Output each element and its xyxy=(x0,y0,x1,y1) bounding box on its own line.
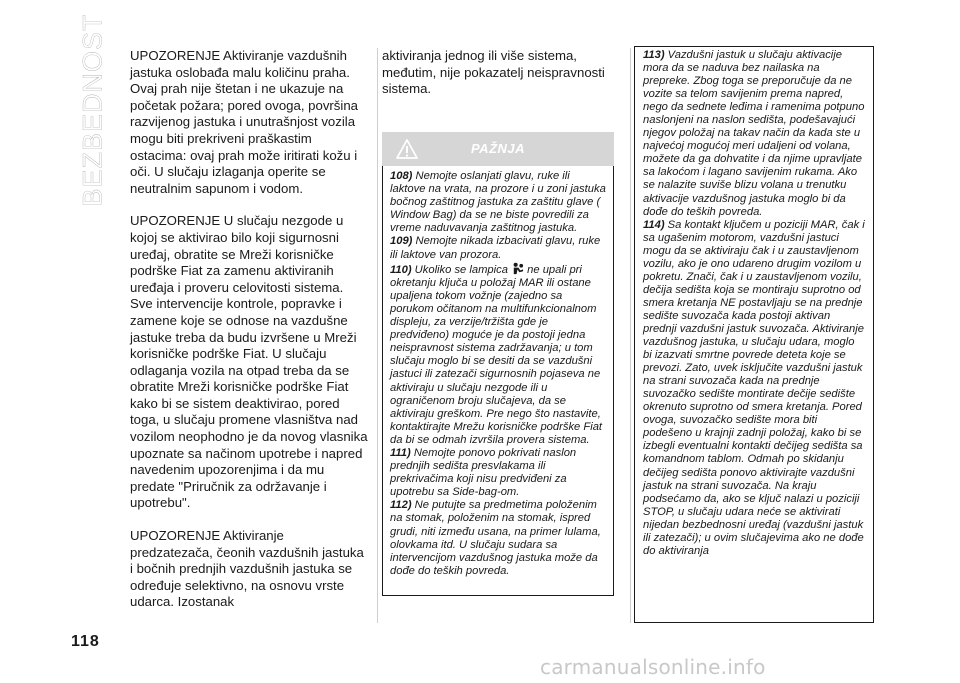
paragraph: UPOZORENJE Aktiviranje predzatezača, čeonih vazdušnih jastuka i bočnih prednjih vazdušnih jastuka se određuje selektivno, na osnovu vrste udarca. Izostanak xyxy=(130,528,364,610)
note-text: Vazdušni jastuk u slučaju aktivacije mora da se naduva bez nailaska na prepreke. Zbog toga se preporučuje da ne vozite sa telom savijenim prema napred, nego da sednete leđima i ramenima potpuno naslonjeni na naslon sedišta, podešavajući njegov položaj na takav način da kada ste u najvećoj mogućoj meri udaljeni od volana, možete da ga dohvatite i da njime upravljate sa lakoćom i lagano savijenim rukama. Ako se nalazite suviše blizu volana u trenutku aktivacije vazdušnog jastuka moglo bi da dođe do teških povreda. xyxy=(643,49,865,218)
warning-item xyxy=(643,219,865,558)
warning-item xyxy=(390,170,606,235)
paragraph: UPOZORENJE Aktiviranje vazdušnih jastuka oslobađa malu količinu praha. Ovaj prah nije štetan i ne ukazuje na početak požara; pored ovoga, površina razvijenog jastuka i unutrašnjost vozila mogu biti prekriveni praškastim ostacima: ovaj prah može iritirati kožu i oči. U slučaju izlaganja operite se neutralnim sapunom i vodom. xyxy=(130,48,358,196)
paragraph: UPOZORENJE U slučaju nezgode u kojoj se aktivirao bilo koji sigurnosni uređaj, obratite se Mreži korisničke podrške Fiat za zamenu aktiviranih uređaja i proveru celovitosti sistema. Sve intervencije kontrole, popravke i zamene koje se odnose na vazdušne jastuke treba da budu izvršene u Mreži korisničke podrške Fiat. U slučaju odlaganja vozila na otpad treba da se obratite Mreži korisničke podrške Fiat kako bi se sistem deaktivirao, pored toga, u slučaju promene vlasništva nad vozilom neophodno je da novog vlasnika upoznate sa načinom upotrebe i napred navedenim upozorenjima i da mu predate "Priručnik za održavanje i upotrebu". xyxy=(130,213,368,511)
paragraph: aktiviranja jednog ili više sistema, međutim, nije pokazatelj neispravnosti sistema. xyxy=(382,48,605,97)
warning-box xyxy=(382,132,614,602)
column-divider xyxy=(630,48,631,623)
note-number: 108) xyxy=(390,170,413,182)
warning-item xyxy=(390,447,606,499)
note-text: Nemojte oslanjati glavu, ruke ili laktove na vrata, na prozore i u zoni jastuka bočnog zaštitnog jastuka za zaštitu glave ( Window Bag) da se ne biste povredili za vreme naduvavanja zaštitnog jastuka. xyxy=(390,170,606,235)
note-text: Ukoliko se lampica xyxy=(411,263,512,276)
section-title: BEZBEDNOST xyxy=(77,13,108,207)
airbag-warning-light-icon xyxy=(511,262,524,275)
warning-item xyxy=(643,49,865,219)
warning-item xyxy=(390,499,606,578)
section-title-vertical xyxy=(70,13,110,210)
page-number: 118 xyxy=(71,633,100,650)
note-number: 111) xyxy=(390,446,411,459)
note-text: Nemojte nikada izbacivati glavu, ruke ili laktove van prozora. xyxy=(390,235,601,261)
note-number: 110) xyxy=(390,263,412,276)
column-2 xyxy=(382,48,614,98)
note-text: Sa kontakt ključem u poziciji MAR, čak i sa ugašenim motorom, vazdušni jastuci mogu da se aktiviraju čak i u zaustavljenom vozilu, ako je ono udareno drugim vozilom u pokretu. Znači, čak i u zaustavljenom vozilu, dečija sedišta koja se montiraju suprotno od smera kretanja NE postavljaju se na prednje sedište suvozača kada postoji aktivan prednji vazdušni jastuk suvozača. Aktiviranje vazdušnog jastuka, u slučaju udara, moglo bi izazvati smrtne povrede deteta koje se prevozi. Zato, uvek isključite vazdušni jastuk na strani suvozača kada na prednje suvozačko sedište montirate dečije sedište okrenuto suprotno od smera kretanja. Pored ovoga, suvozačko sedište mora biti podešeno u krajnji zadnji položaj, kako bi se izbegli eventualni kontakti dečijeg sedišta sa komandnom tablom. Odmah po skidanju dečijeg sedišta ponovo aktivirajte vazdušni jastuk na strani suvozača. Na kraju podsećamo da, ako se ključ nalazi u poziciji STOP, u slučaju udara neće se aktivirati nijedan bezbednosni uređaj (vazdušni jastuk ili zatezači); u ovim slučajevima ako ne dođe do aktiviranja xyxy=(643,218,865,557)
warning-item xyxy=(390,235,606,261)
note-text: Nemojte ponovo pokrivati naslon prednjih sedišta presvlakama ili prekrivačima koji nisu predviđeni za upotrebu sa Side-bag-om. xyxy=(390,446,577,499)
note-number: 114) xyxy=(643,218,665,231)
warning-header xyxy=(382,132,614,166)
column-1 xyxy=(130,48,368,611)
note-number: 109) xyxy=(390,235,413,248)
warning-item xyxy=(390,262,606,447)
note-number: 112) xyxy=(390,499,412,512)
note-text: ne upali pri okretanju ključa u položaj MAR ili ostane upaljena tokom vožnje (zajedno sa porukom očitanom na multifunkcionalnom displeju, za verzije/tržišta gde je predviđeno) moguće je da postoji jedna neispravnost sistema zadržavanja; u tom slučaju moglo bi se desiti da se vazdušni jastuci ili zatezači sigurnosnih pojaseva ne aktiviraju u slučaju nezgode ili u ograničenom broju slučajeva, da se aktiviraju greškom. Pre nego što nastavite, kontaktirajte Mrežu korisničke podrške Fiat da bi se odmah izvršila provera sistema. xyxy=(390,263,603,446)
column-3-warning-continued xyxy=(634,46,874,623)
warning-title: PAŽNJA xyxy=(470,141,526,156)
column-divider xyxy=(377,48,378,623)
watermark: carmanualsonline.info xyxy=(540,655,766,679)
warning-body xyxy=(382,166,614,596)
note-number: 113) xyxy=(643,49,665,61)
note-text: Ne putujte sa predmetima položenim na stomak, položenim na stomak, ispred grudi, niti između usana, na primer lulama, olovkama itd. U slučaju sudara sa intervencijom vazdušnog jastuka može da dođe do teških povreda. xyxy=(390,499,601,577)
